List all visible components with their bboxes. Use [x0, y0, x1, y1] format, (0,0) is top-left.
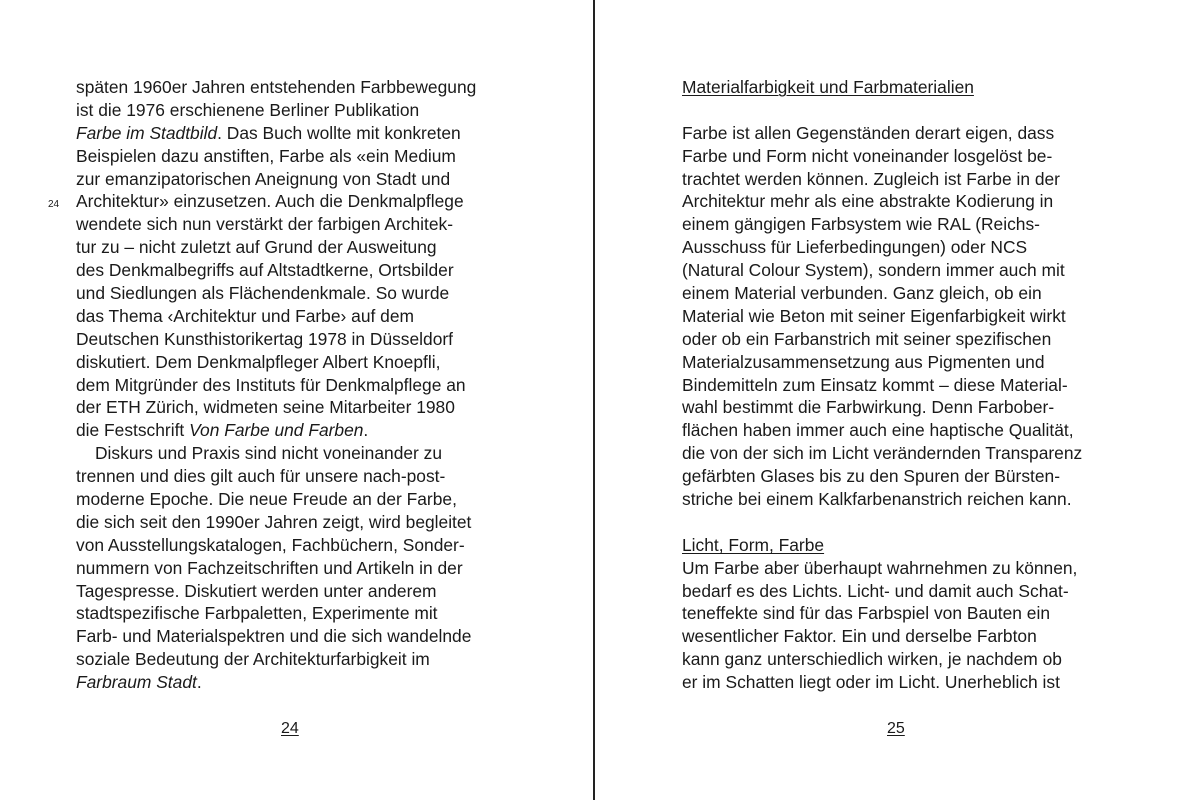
left-page-number: 24 — [281, 720, 299, 737]
text-run: der ETH Zürich, widmeten seine Mitarbeiter 1980 — [76, 397, 455, 418]
right-page-number: 25 — [887, 720, 905, 737]
text-run: Farb- und Materialspektren und die sich wandelnde — [76, 626, 472, 647]
text-line — [682, 259, 1122, 282]
text-line — [76, 465, 516, 488]
text-line — [76, 602, 516, 625]
text-line — [682, 190, 1122, 213]
paragraph-spacer — [682, 99, 1122, 122]
book-spine-divider — [593, 0, 595, 800]
text-line — [682, 648, 1122, 671]
right-page-body — [682, 76, 1122, 694]
text-run: diskutiert. Dem Denkmalpfleger Albert Knoepfli, — [76, 351, 441, 372]
text-line — [76, 76, 516, 99]
text-run: Um Farbe aber überhaupt wahrnehmen zu können, — [682, 557, 1078, 578]
text-line — [682, 602, 1122, 625]
text-run: nummern von Fachzeitschriften und Artikeln in der — [76, 557, 463, 578]
section-heading — [682, 534, 1122, 557]
text-line — [76, 557, 516, 580]
text-run: striche bei einem Kalkfarbenanstrich reichen kann. — [682, 489, 1072, 510]
text-line — [682, 557, 1122, 580]
text-line — [76, 236, 516, 259]
text-run: tur zu – nicht zuletzt auf Grund der Ausweitung — [76, 237, 437, 258]
text-run: moderne Epoche. Die neue Freude an der Farbe, — [76, 489, 457, 510]
text-line — [682, 282, 1122, 305]
italic-title: Von Farbe und Farben — [189, 420, 364, 441]
text-line — [682, 305, 1122, 328]
text-run: . — [363, 420, 369, 441]
text-line — [76, 213, 516, 236]
text-line — [682, 145, 1122, 168]
text-run: die Festschrift — [76, 420, 190, 441]
text-line — [76, 351, 516, 374]
text-line — [76, 580, 516, 603]
text-run: Deutschen Kunsthistorikertag 1978 in Düsseldorf — [76, 328, 454, 349]
text-line — [76, 259, 516, 282]
text-line — [682, 442, 1122, 465]
text-line — [76, 282, 516, 305]
text-run: . Das Buch wollte mit konkreten — [217, 122, 461, 143]
section-heading-text: Licht, Form, Farbe — [682, 534, 825, 555]
text-run: Ausschuss für Lieferbedingungen) oder NCS — [682, 237, 1028, 258]
left-page — [0, 0, 593, 800]
text-line — [682, 465, 1122, 488]
text-run: oder ob ein Farbanstrich mit seiner spezifischen — [682, 328, 1052, 349]
paragraph-spacer — [682, 511, 1122, 534]
text-run: Materialzusammensetzung aus Pigmenten und — [682, 351, 1045, 372]
italic-title: Farbe im Stadtbild — [76, 122, 218, 143]
text-line — [76, 305, 516, 328]
text-line — [76, 625, 516, 648]
text-line — [682, 625, 1122, 648]
text-line — [76, 419, 516, 442]
text-line — [76, 534, 516, 557]
text-run: trennen und dies gilt auch für unsere nach-post- — [76, 466, 446, 487]
text-run: wahl bestimmt die Farbwirkung. Denn Farbober- — [682, 397, 1055, 418]
text-line — [682, 419, 1122, 442]
section-heading-text: Materialfarbigkeit und Farbmaterialien — [682, 77, 974, 97]
text-line — [76, 168, 516, 191]
text-run: Tagespresse. Diskutiert werden unter anderem — [76, 580, 437, 601]
text-run: dem Mitgründer des Instituts für Denkmalpflege an — [76, 374, 466, 395]
text-line — [76, 511, 516, 534]
text-run: Material wie Beton mit seiner Eigenfarbigkeit wirkt — [682, 305, 1066, 326]
text-run: flächen haben immer auch eine haptische Qualität, — [682, 420, 1074, 441]
text-line — [76, 671, 516, 694]
left-page-body — [76, 76, 516, 694]
text-line — [76, 328, 516, 351]
text-line — [76, 99, 516, 122]
italic-title: Farbraum Stadt — [76, 672, 197, 693]
text-line — [682, 396, 1122, 419]
text-run: trachtet werden können. Zugleich ist Farbe in der — [682, 168, 1060, 189]
text-run: Diskurs und Praxis sind nicht voneinander zu — [95, 443, 443, 464]
text-line — [76, 442, 516, 465]
text-run: das Thema ‹Architektur und Farbe› auf dem — [76, 305, 414, 326]
text-run: teneffekte sind für das Farbspiel von Bauten ein — [682, 603, 1051, 624]
text-run: die von der sich im Licht verändernden Transparenz — [682, 443, 1083, 464]
text-run: späten 1960er Jahren entstehenden Farbbewegung — [76, 77, 477, 97]
text-line — [682, 488, 1122, 511]
text-run: gefärbten Glases bis zu den Spuren der Bürsten- — [682, 466, 1060, 487]
text-run: einem gängigen Farbsystem wie RAL (Reichs- — [682, 214, 1040, 235]
text-line — [682, 236, 1122, 259]
text-line — [682, 351, 1122, 374]
text-run: von Ausstellungskatalogen, Fachbüchern, Sonder- — [76, 534, 465, 555]
text-run: . — [196, 672, 202, 693]
text-line — [76, 122, 516, 145]
text-run: bedarf es des Lichts. Licht- und damit auch Schat- — [682, 580, 1069, 601]
text-run: einem Material verbunden. Ganz gleich, ob ein — [682, 283, 1042, 304]
text-run: er im Schatten liegt oder im Licht. Unerheblich ist — [682, 672, 1060, 693]
text-line — [76, 396, 516, 419]
section-heading — [682, 76, 1122, 99]
text-run: wendete sich nun verstärkt der farbigen Architek- — [76, 214, 453, 235]
text-line — [76, 374, 516, 397]
text-line — [682, 671, 1122, 694]
text-run: Farbe und Form nicht voneinander losgelöst be- — [682, 145, 1053, 166]
text-line — [76, 648, 516, 671]
text-line — [682, 580, 1122, 603]
text-line — [682, 374, 1122, 397]
text-line — [76, 190, 516, 213]
text-run: kann ganz unterschiedlich wirken, je nachdem ob — [682, 649, 1062, 670]
text-line — [76, 488, 516, 511]
text-run: Bindemitteln zum Einsatz kommt – diese Material- — [682, 374, 1068, 395]
text-run: des Denkmalbegriffs auf Altstadtkerne, Ortsbilder — [76, 260, 454, 281]
text-run: Beispielen dazu anstiften, Farbe als «ein Medium — [76, 145, 456, 166]
text-line — [76, 145, 516, 168]
text-line — [682, 213, 1122, 236]
text-line — [682, 168, 1122, 191]
text-run: stadtspezifische Farbpaletten, Experimente mit — [76, 603, 438, 624]
text-run: ist die 1976 erschienene Berliner Publikation — [76, 99, 420, 120]
text-line — [682, 328, 1122, 351]
text-run: und Siedlungen als Flächendenkmale. So wurde — [76, 283, 450, 304]
text-run: die sich seit den 1990er Jahren zeigt, wird begleitet — [76, 511, 472, 532]
right-page — [596, 0, 1188, 800]
text-run: wesentlicher Faktor. Ein und derselbe Farbton — [682, 626, 1037, 647]
text-line — [682, 122, 1122, 145]
text-run: (Natural Colour System), sondern immer auch mit — [682, 260, 1065, 281]
margin-note-number: 24 — [48, 199, 60, 210]
text-run: Farbe ist allen Gegenständen derart eigen, dass — [682, 122, 1055, 143]
text-run: soziale Bedeutung der Architekturfarbigkeit im — [76, 649, 430, 670]
text-run: Architektur mehr als eine abstrakte Kodierung in — [682, 191, 1054, 212]
text-run: Architektur» einzusetzen. Auch die Denkmalpflege — [76, 191, 464, 212]
text-run: zur emanzipatorischen Aneignung von Stadt und — [76, 168, 451, 189]
